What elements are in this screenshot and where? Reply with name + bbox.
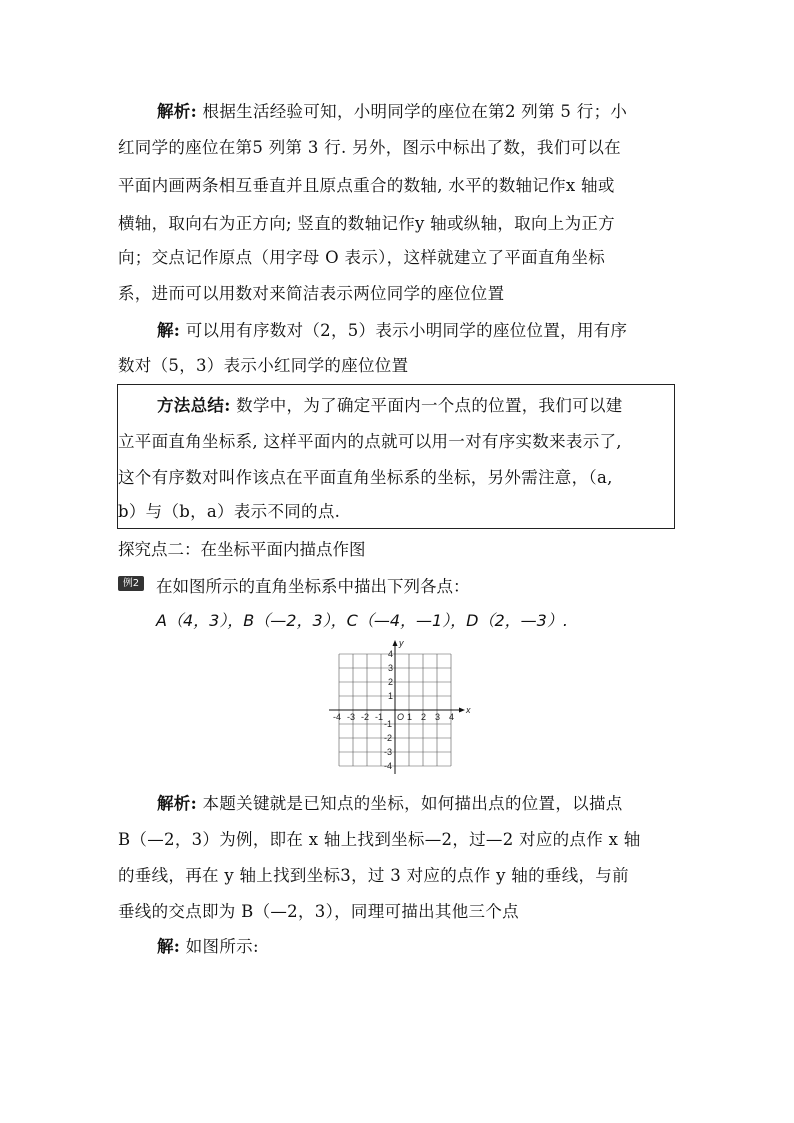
summary-line-1	[157, 392, 623, 416]
summary-line-2: 立平面直角坐标系, 这样平面内的点就可以用一对有序实数来表示了,	[118, 432, 622, 451]
x-tick-label: -2	[361, 712, 370, 722]
analysis2-line-3: 的垂线，再在 y 轴上找到坐标3，过 3 对应的点作 y 轴的垂线，与前	[118, 866, 629, 885]
y-axis-arrow	[393, 640, 398, 646]
analysis2-line-1	[157, 790, 623, 814]
x-tick-label: -4	[333, 712, 342, 722]
coordinate-plane	[320, 640, 470, 778]
y-tick-label: -3	[384, 747, 393, 757]
analysis1-line-2: 红同学的座位在第5 列第 3 行. 另外，图示中标出了数，我们可以在	[118, 138, 621, 157]
x-tick-label: -3	[347, 712, 356, 722]
y-tick-label: 4	[388, 649, 394, 659]
x-tick-label: 4	[449, 712, 455, 722]
y-axis-label: y	[399, 638, 404, 648]
summary-line-3: 这个有序数对叫作该点在平面直角坐标系的坐标，另外需注意，（a,	[118, 468, 613, 487]
y-tick-label: 3	[388, 663, 394, 673]
solution2-text: 如图所示:	[185, 937, 259, 956]
origin-label: O	[397, 712, 405, 722]
analysis1-line-5: 向；交点记作原点（用字母 O 表示），这样就建立了平面直角坐标	[118, 248, 606, 267]
y-tick-label: 2	[388, 677, 394, 687]
analysis2-text: 本题关键就是已知点的坐标，如何描出点的位置，以描点	[202, 794, 623, 813]
y-tick-label: -4	[384, 761, 393, 771]
analysis1-label: 解析:	[157, 102, 197, 121]
example-badge: 例2	[118, 576, 144, 591]
solution1-text: 可以用有序数对（2，5）表示小明同学的座位位置，用有序	[185, 321, 628, 340]
y-tick-label: 1	[388, 691, 394, 701]
section-heading: 探究点二：在坐标平面内描点作图	[118, 540, 366, 559]
analysis1-text: 根据生活经验可知，小明同学的座位在第2 列第 5 行；小	[202, 102, 628, 121]
analysis1-line-4: 横轴，取向右为正方向; 竖直的数轴记作y 轴或纵轴，取向上为正方	[118, 214, 615, 233]
y-tick-label: -2	[384, 733, 393, 743]
analysis2-line-4: 垂线的交点即为 B（—2，3），同理可描出其他三个点	[118, 902, 519, 921]
analysis1-line-6: 系，进而可以用数对来简洁表示两位同学的座位位置	[118, 284, 505, 303]
x-axis-arrow	[459, 708, 465, 713]
analysis1-line-1	[157, 98, 627, 122]
solution1-label: 解:	[157, 321, 181, 340]
summary-line-4: b）与（b，a）表示不同的点.	[118, 502, 341, 521]
y-tick-label: -1	[384, 719, 393, 729]
x-tick-label: 2	[421, 712, 427, 722]
solution2-line	[157, 933, 259, 957]
x-tick-label: 3	[435, 712, 441, 722]
solution2-label: 解:	[157, 937, 181, 956]
tick-labels	[333, 638, 471, 771]
analysis2-line-2: B（—2，3）为例，即在 x 轴上找到坐标—2，过—2 对应的点作 x 轴	[118, 830, 641, 849]
x-tick-label: -1	[375, 712, 384, 722]
example-prompt: 在如图所示的直角坐标系中描出下列各点：	[156, 577, 470, 596]
x-tick-label: 1	[407, 712, 413, 722]
solution1-line-2: 数对（5，3）表示小红同学的座位位置	[118, 356, 409, 375]
solution1-line-1	[157, 317, 627, 341]
x-axis-label: x	[466, 705, 471, 715]
summary-label: 方法总结:	[157, 396, 231, 415]
analysis1-line-3: 平面内画两条相互垂直并且原点重合的数轴, 水平的数轴记作x 轴或	[118, 176, 615, 195]
axes	[329, 640, 465, 774]
analysis2-label: 解析:	[157, 794, 197, 813]
summary-text: 数学中，为了确定平面内一个点的位置，我们可以建	[236, 396, 623, 415]
example-points: A（4，3），B（—2，3），C（—4，—1），D（2，—3）.	[156, 611, 568, 630]
